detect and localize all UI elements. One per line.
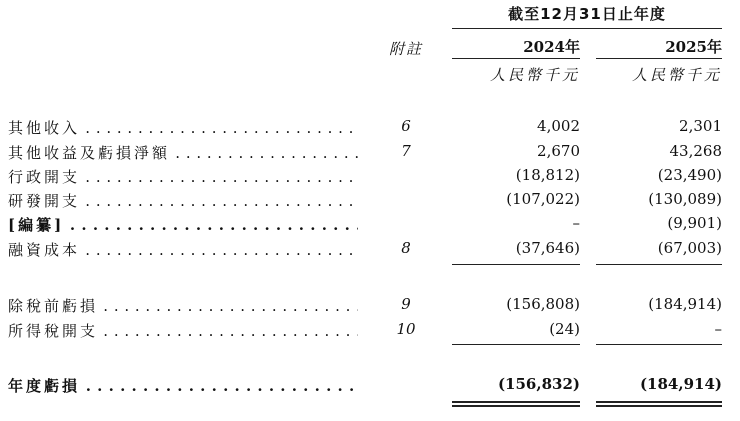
row-label: 所得稅開支 . . . (8, 320, 358, 342)
value-2025: – (714, 320, 722, 338)
header-rule (452, 28, 722, 29)
row-label: 研發開支 . . . (8, 190, 358, 212)
table-row (0, 166, 740, 188)
value-2024: (107,022) (506, 190, 580, 208)
value-2025: 2,301 (679, 117, 722, 135)
table-row (0, 117, 740, 139)
value-2024: (156,832) (497, 375, 580, 393)
value-2024: 2,670 (537, 142, 580, 160)
value-2024: (156,808) (506, 295, 580, 313)
value-2025: 43,268 (669, 142, 722, 160)
row-note: 10 (396, 320, 416, 338)
subtotal-rule (452, 344, 580, 345)
row-note: 7 (401, 142, 411, 160)
value-2024: – (572, 214, 580, 232)
table-row (0, 142, 740, 164)
value-2024: (18,812) (515, 166, 580, 184)
table-row-total (0, 375, 740, 397)
row-label: 行政開支 . . . (8, 166, 358, 188)
row-note: 6 (401, 117, 411, 135)
value-2024: (37,646) (515, 239, 580, 257)
row-note: 9 (401, 295, 411, 313)
total-double-rule (452, 401, 580, 403)
table-row (0, 320, 740, 342)
row-label: 年度虧損 . . . (8, 375, 358, 397)
year-2024-rule (452, 58, 580, 59)
year-2024-header: 2024年 (523, 38, 580, 56)
unit-2025: 人民幣千元 (631, 66, 722, 84)
value-2025: (23,490) (657, 166, 722, 184)
table-row (0, 295, 740, 317)
row-label: 其他收入 . . . (8, 117, 358, 139)
value-2025: (67,003) (657, 239, 722, 257)
note-column-header: 附註 (388, 40, 423, 58)
unit-2024: 人民幣千元 (489, 66, 580, 84)
value-2025: (9,901) (667, 214, 722, 232)
subtotal-rule (596, 344, 722, 345)
total-double-rule (596, 405, 722, 407)
row-note: 8 (401, 239, 411, 257)
subtotal-rule (596, 264, 722, 265)
row-label: 其他收益及虧損淨額 . . . (8, 142, 358, 164)
year-2025-header: 2025年 (665, 38, 722, 56)
value-2024: 4,002 (537, 117, 580, 135)
value-2025: (184,914) (648, 295, 722, 313)
total-double-rule (452, 405, 580, 407)
row-label: [編纂] . . . (8, 214, 358, 236)
row-label: 除稅前虧損 . . . (8, 295, 358, 317)
value-2025: (130,089) (648, 190, 722, 208)
total-double-rule (596, 401, 722, 403)
row-label: 融資成本 . . . (8, 239, 358, 261)
value-2024: (24) (549, 320, 580, 338)
period-header: 截至12月31日止年度 (508, 5, 666, 23)
table-row (0, 190, 740, 212)
value-2025: (184,914) (639, 375, 722, 393)
table-row (0, 239, 740, 261)
table-row (0, 214, 740, 236)
subtotal-rule (452, 264, 580, 265)
year-2025-rule (596, 58, 722, 59)
